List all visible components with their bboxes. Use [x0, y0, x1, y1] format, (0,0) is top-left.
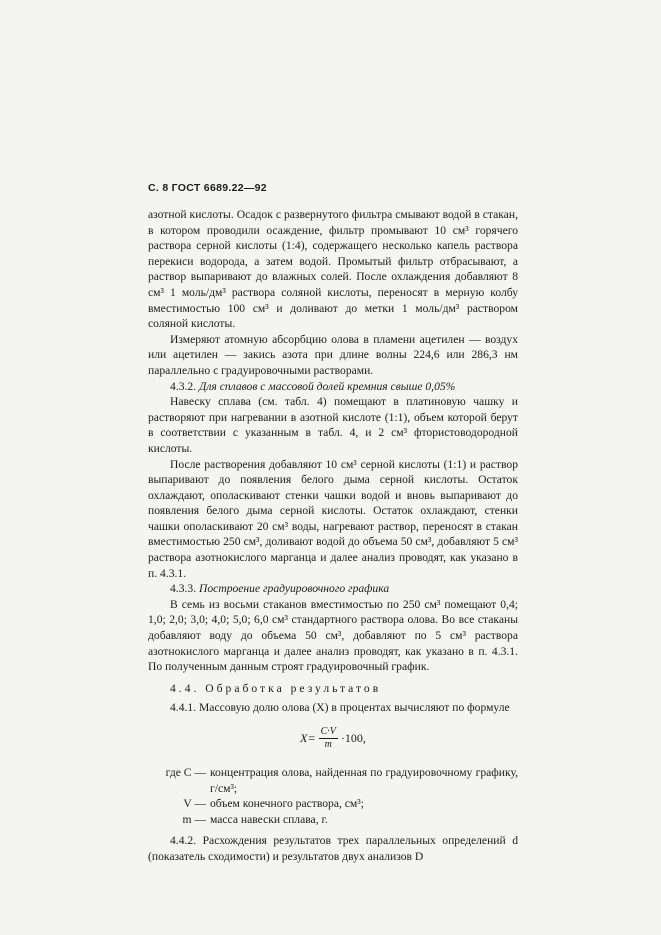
formula-rhs: ·100,: [340, 730, 366, 745]
legend-symbol: V —: [183, 797, 206, 811]
section-number: 4.3.3.: [170, 582, 197, 596]
section-4-3-2-heading: [148, 379, 518, 395]
paragraph-4: После растворения добавляют 10 см³ серной кислоты (1:1) и раствор выпаривают до появления белого дыма серной кислоты. Остаток охлаждают, ополаскивают стенки чашки водой и вновь выпаривают до появления белого дыма серной кислоты. Остаток охлаждают, стенки чашки ополаскивают 20 см³ воды, нагревают раствор, переносят в стакан вместимостью 250 см³, доливают водой до объема 50 см³, добавляют 5 см³ раствора азотнокислого марганца и далее анализ проводят, как указано в п. 4.3.1.: [148, 457, 518, 580]
legend-row: [148, 812, 518, 828]
legend-description: объем конечного раствора, см³;: [210, 797, 364, 811]
formula-fraction: [319, 726, 338, 751]
legend-symbol: m —: [182, 812, 206, 826]
legend-row: [148, 796, 518, 812]
paragraph-6: 4.4.1. Массовую долю олова (X) в процентах вычисляют по формуле: [170, 701, 510, 715]
page-header: С. 8 ГОСТ 6689.22—92: [148, 182, 267, 194]
document-body: [148, 207, 518, 865]
legend-description: концентрация олова, найденная по градуировочному графику, г/см³;: [210, 766, 518, 795]
paragraph-3: Навеску сплава (см. табл. 4) помещают в платиновую чашку и растворяют при нагревании в азотной кислоте (1:1), объем которой берут в соответствии с указанным в табл. 4, и 2 см³ фтористоводородной кислоты.: [148, 395, 518, 455]
formula-numerator: C·V: [320, 726, 336, 737]
legend-description: масса навески сплава, г.: [210, 812, 328, 826]
section-4-3-3-heading: [148, 581, 518, 597]
section-title: Построение градуировочного графика: [199, 582, 390, 596]
formula-legend: [148, 765, 518, 827]
section-title: Для сплавов с массовой долей кремния свыше 0,05%: [199, 379, 456, 393]
formula: [148, 726, 518, 751]
formula-denominator: m: [324, 739, 332, 750]
legend-symbol: где C —: [165, 766, 206, 779]
paragraph-5: В семь из восьми стаканов вместимостью по 250 см³ помещают 0,4; 1,0; 2,0; 3,0; 4,0; 5,0; 6,0 см³ стандартного раствора олова. Во все стаканы добавляют воду до объема 50 см³, добавляют по 5 см³ раствора азотнокислого марганца и далее анализ проводят, как указано в п. 4.3.1. По полученным данным строят градуировочный график.: [148, 597, 518, 674]
section-4-4-heading: 4.4. Обработка результатов: [170, 681, 382, 695]
paragraph-2: Измеряют атомную абсорбцию олова в пламени ацетилен — воздух или ацетилен — закись азота при длине волны 224,6 или 286,3 нм параллельно с градуировочными растворами.: [148, 332, 518, 377]
legend-row: [148, 765, 518, 796]
formula-lhs: X=: [300, 730, 316, 745]
paragraph-7: 4.4.2. Расхождения результатов трех параллельных определений d (показатель сходимости) и результатов двух анализов D: [148, 834, 518, 863]
section-number: 4.3.2.: [170, 379, 197, 393]
paragraph-1: азотной кислоты. Осадок с развернутого фильтра смывают водой в стакан, в котором проводили осаждение, фильтр промывают 10 см³ горячего раствора серной кислоты (1:4), содержащего несколько капель раствора перекиси водорода, а затем водой. Промытый фильтр отбрасывают, а раствор выпаривают до влажных солей. После охлаждения добавляют 8 см³ 1 моль/дм³ раствора соляной кислоты, переносят в мерную колбу вместимостью 100 см³ и доливают до метки 1 моль/дм³ раствором соляной кислоты.: [148, 208, 518, 331]
